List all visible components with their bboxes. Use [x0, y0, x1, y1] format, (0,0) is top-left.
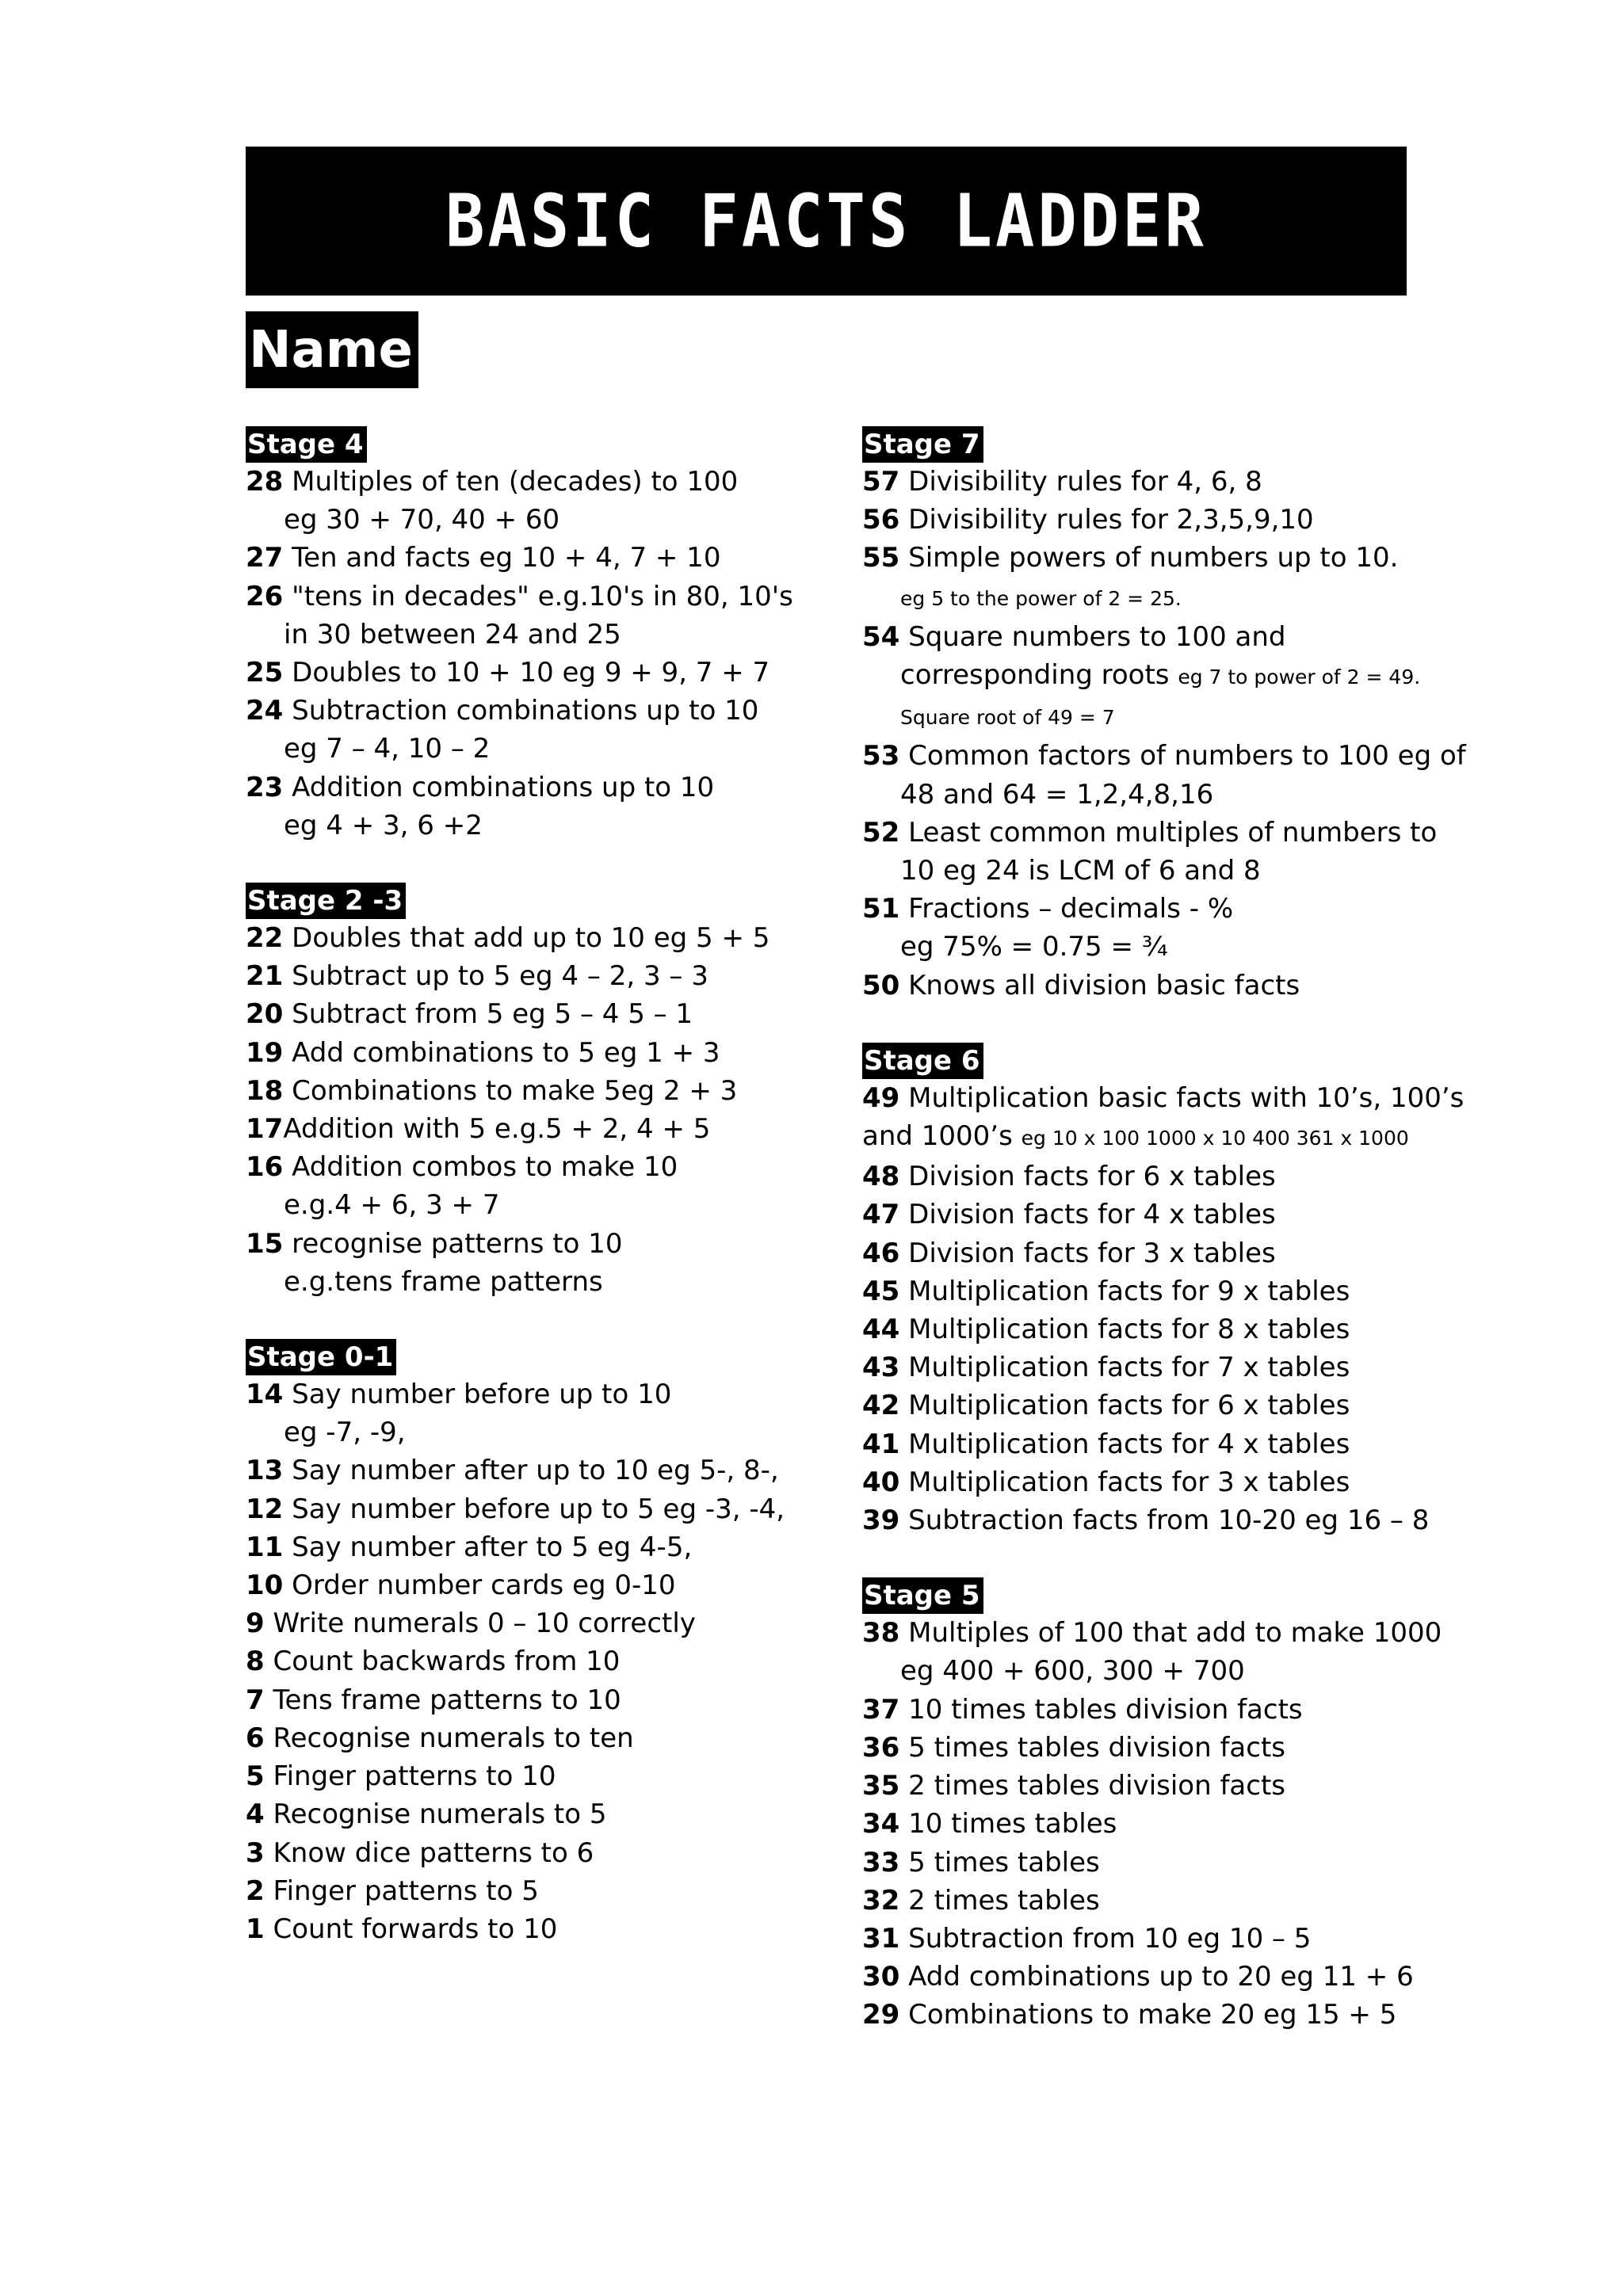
- skill-text: Multiples of ten (decades) to 100: [283, 466, 739, 498]
- stage-section: [862, 426, 1466, 1005]
- skill-number: 7: [246, 1684, 265, 1716]
- skill-text: Know dice patterns to 6: [264, 1836, 594, 1869]
- skill-item: [246, 1795, 840, 1833]
- skill-text: Multiples of 100 that add to make 1000: [899, 1617, 1442, 1650]
- skill-text: Common factors of numbers to 100 eg of: [899, 740, 1466, 772]
- skill-number: 27: [246, 542, 284, 574]
- skill-text: Ten and facts eg 10 + 4, 7 + 10: [283, 542, 721, 574]
- skill-item: [862, 1767, 1449, 1805]
- skill-number: 22: [246, 922, 284, 955]
- skill-item: [862, 1425, 1449, 1463]
- skill-item: [246, 1604, 840, 1642]
- skill-text: Subtract from 5 eg 5 – 4 5 – 1: [283, 998, 693, 1031]
- name-label: Name: [246, 311, 418, 388]
- skill-number: 41: [862, 1428, 900, 1460]
- skill-item: [246, 1186, 840, 1224]
- skill-number: 40: [862, 1466, 900, 1498]
- skill-item: [862, 1958, 1449, 1996]
- skill-number: 51: [862, 893, 900, 925]
- skill-item: [246, 1910, 840, 1948]
- skill-text: 10 times tables: [899, 1808, 1117, 1840]
- stage-section: [246, 883, 840, 1301]
- skill-text: Knows all division basic facts: [899, 969, 1300, 1001]
- skill-item: [862, 737, 1466, 775]
- skill-text: Count backwards from 10: [264, 1646, 621, 1678]
- skill-number: 55: [862, 542, 900, 574]
- skill-item: [246, 616, 840, 654]
- skill-number: 15: [246, 1227, 284, 1260]
- skill-item: [862, 967, 1449, 1005]
- skill-item: [862, 1614, 1449, 1652]
- skill-number: 42: [862, 1390, 900, 1422]
- skill-number: 2: [246, 1875, 265, 1907]
- skill-text: Say number before up to 5 eg -3, -4,: [283, 1493, 785, 1525]
- skill-number: 46: [862, 1237, 900, 1269]
- skill-text: Say number before up to 10: [283, 1379, 672, 1411]
- skill-item: [862, 1196, 1449, 1234]
- skill-example: Square root of 49 = 7: [900, 706, 1115, 730]
- page-title: BASIC FACTS LADDER: [445, 178, 1207, 264]
- skill-number: 3: [246, 1836, 265, 1869]
- skill-number: 39: [862, 1505, 900, 1537]
- skill-item: [246, 654, 840, 692]
- skill-number: 20: [246, 998, 284, 1031]
- skill-item: [246, 1375, 840, 1413]
- skill-item: [862, 1117, 1449, 1158]
- skill-item: [862, 1652, 1449, 1690]
- skill-item: [246, 1072, 840, 1110]
- skill-number: 57: [862, 466, 900, 498]
- skill-number: 56: [862, 504, 900, 536]
- skill-number: 38: [862, 1617, 900, 1650]
- skill-text: Multiplication facts for 7 x tables: [899, 1352, 1350, 1384]
- skill-item: [246, 1834, 840, 1872]
- skill-number: 8: [246, 1646, 265, 1678]
- skill-item: [862, 618, 1449, 656]
- skill-text: Fractions – decimals - %: [899, 893, 1234, 925]
- skill-text: Recognise numerals to ten: [264, 1722, 634, 1754]
- skill-item: [862, 501, 1449, 539]
- skill-text: Division facts for 3 x tables: [899, 1237, 1276, 1269]
- skill-item: [246, 807, 840, 845]
- skill-number: 17: [246, 1113, 284, 1146]
- skill-text: Addition combos to make 10: [283, 1151, 678, 1184]
- skill-text: Finger patterns to 5: [264, 1875, 539, 1907]
- skill-item: [862, 814, 1449, 852]
- skill-text: in 30 between 24 and 25: [284, 618, 621, 650]
- stage-section: [862, 1577, 1449, 2034]
- skill-text: recognise patterns to 10: [283, 1227, 623, 1260]
- skill-item: [862, 1234, 1449, 1272]
- right-column: [862, 426, 1466, 2073]
- skill-item: [246, 1681, 840, 1719]
- skill-text: eg -7, -9,: [284, 1417, 406, 1449]
- skill-item: [246, 1110, 840, 1148]
- skill-text: Tens frame patterns to 10: [264, 1684, 621, 1716]
- skill-item: [246, 1757, 840, 1795]
- skill-text: Add combinations to 5 eg 1 + 3: [283, 1036, 720, 1069]
- skill-item: [246, 769, 840, 807]
- skill-example: eg 5 to the power of 2 = 25.: [900, 586, 1182, 610]
- skill-example: eg 10 x 100 1000 x 10 400 361 x 1000: [1021, 1127, 1409, 1150]
- skill-text: eg 75% = 0.75 = ¾: [900, 931, 1168, 963]
- skill-text: Doubles that add up to 10 eg 5 + 5: [283, 922, 770, 955]
- skill-item: [862, 1463, 1449, 1501]
- skill-item: [862, 1729, 1449, 1767]
- stage-section: [862, 1043, 1465, 1539]
- skill-text: Multiplication facts for 6 x tables: [899, 1390, 1350, 1422]
- skill-item: [862, 696, 1449, 737]
- stage-header: Stage 6: [862, 1043, 983, 1079]
- skill-text: eg 7 – 4, 10 – 2: [284, 733, 491, 765]
- skill-number: 47: [862, 1199, 900, 1231]
- skill-text: eg 4 + 3, 6 +2: [284, 809, 483, 841]
- skill-item: [862, 578, 1449, 618]
- skill-item: [862, 656, 1449, 696]
- skill-example: eg 7 to power of 2 = 49.: [1178, 666, 1421, 689]
- skill-number: 52: [862, 816, 900, 849]
- skill-item: [862, 852, 1449, 890]
- skill-item: [246, 730, 840, 768]
- skill-item: [246, 995, 840, 1033]
- skill-number: 49: [862, 1081, 900, 1114]
- stage-section: [246, 426, 840, 845]
- skill-number: 30: [862, 1961, 900, 1993]
- skill-number: 48: [862, 1161, 900, 1193]
- skill-text: Recognise numerals to 5: [264, 1798, 607, 1831]
- skill-item: [246, 919, 840, 957]
- skill-text: Addition combinations up to 10: [283, 771, 715, 803]
- skill-text: Multiplication facts for 9 x tables: [899, 1275, 1350, 1307]
- skill-number: 36: [862, 1731, 900, 1764]
- skill-text: 2 times tables: [899, 1884, 1100, 1917]
- skill-item: [246, 1451, 840, 1489]
- skill-item: [246, 1642, 840, 1680]
- skill-number: 50: [862, 969, 900, 1001]
- skill-item: [246, 1148, 840, 1186]
- skill-number: 25: [246, 657, 284, 689]
- skill-number: 31: [862, 1922, 900, 1955]
- skill-item: [246, 1872, 840, 1910]
- skill-item: [246, 1225, 840, 1263]
- skill-number: 34: [862, 1808, 900, 1840]
- skill-text: Division facts for 4 x tables: [899, 1199, 1276, 1231]
- skill-text: eg 400 + 600, 300 + 700: [900, 1655, 1245, 1688]
- skill-item: [246, 578, 840, 616]
- skill-text: Divisibility rules for 2,3,5,9,10: [899, 504, 1314, 536]
- skill-item: [246, 957, 840, 995]
- skill-item: [862, 463, 1449, 501]
- skill-number: 54: [862, 620, 900, 653]
- skill-number: 24: [246, 695, 284, 727]
- skill-text: Multiplication facts for 3 x tables: [899, 1466, 1350, 1498]
- skill-text: Least common multiples of numbers to: [899, 816, 1438, 849]
- skill-item: [862, 1691, 1449, 1729]
- skill-text: Finger patterns to 10: [264, 1760, 556, 1793]
- skill-text: e.g.tens frame patterns: [284, 1265, 603, 1298]
- skill-item: [862, 1079, 1465, 1117]
- stage-section: [246, 1339, 840, 1948]
- skill-number: 19: [246, 1036, 284, 1069]
- skill-text: Say number after to 5 eg 4-5,: [283, 1531, 693, 1563]
- skill-item: [862, 1920, 1449, 1958]
- skill-text: 5 times tables: [899, 1846, 1100, 1878]
- skill-item: [862, 890, 1449, 928]
- skill-text: and 1000’s: [862, 1120, 1022, 1153]
- skill-number: 14: [246, 1379, 284, 1411]
- skill-number: 18: [246, 1074, 284, 1107]
- skill-item: [246, 1719, 840, 1757]
- skill-number: 28: [246, 466, 284, 498]
- skill-text: Square numbers to 100 and: [899, 620, 1286, 653]
- skill-text: Division facts for 6 x tables: [899, 1161, 1276, 1193]
- skill-text: corresponding roots: [900, 659, 1178, 692]
- left-column: [246, 426, 840, 1986]
- skill-number: 16: [246, 1151, 284, 1184]
- skill-item: [246, 692, 840, 730]
- skill-text: 48 and 64 = 1,2,4,8,16: [900, 778, 1214, 810]
- skill-item: [862, 1996, 1449, 2034]
- skill-item: [862, 1844, 1449, 1882]
- skill-number: 44: [862, 1314, 900, 1346]
- skill-item: [246, 539, 840, 577]
- skill-text: Divisibility rules for 4, 6, 8: [899, 466, 1262, 498]
- skill-text: eg 30 + 70, 40 + 60: [284, 504, 560, 536]
- skill-number: 43: [862, 1352, 900, 1384]
- skill-text: Multiplication facts for 8 x tables: [899, 1314, 1350, 1346]
- skill-item: [862, 1501, 1449, 1539]
- stage-header: Stage 2 -3: [246, 883, 406, 919]
- stage-header: Stage 7: [862, 426, 983, 463]
- skill-text: 10 times tables division facts: [899, 1693, 1303, 1726]
- skill-item: [862, 1348, 1449, 1386]
- skill-text: Addition with 5 e.g.5 + 2, 4 + 5: [283, 1113, 711, 1146]
- skill-item: [862, 1310, 1449, 1348]
- skill-text: "tens in decades" e.g.10's in 80, 10's: [283, 580, 793, 612]
- skill-text: Say number after up to 10 eg 5-, 8-,: [283, 1455, 779, 1487]
- skill-item: [246, 501, 840, 539]
- stage-header: Stage 5: [862, 1577, 983, 1614]
- skill-item: [246, 1490, 840, 1528]
- skill-number: 33: [862, 1846, 900, 1878]
- skill-text: Subtract up to 5 eg 4 – 2, 3 – 3: [283, 960, 708, 993]
- skill-number: 37: [862, 1693, 900, 1726]
- skill-number: 45: [862, 1275, 900, 1307]
- stage-header: Stage 0-1: [246, 1339, 396, 1375]
- skill-text: Count forwards to 10: [264, 1913, 558, 1945]
- skill-item: [862, 1158, 1449, 1196]
- skill-number: 4: [246, 1798, 265, 1831]
- skill-text: Subtraction from 10 eg 10 – 5: [899, 1922, 1312, 1955]
- skill-text: Doubles to 10 + 10 eg 9 + 9, 7 + 7: [283, 657, 770, 689]
- skill-text: Write numerals 0 – 10 correctly: [264, 1608, 696, 1640]
- skill-number: 26: [246, 580, 284, 612]
- stage-header: Stage 4: [246, 426, 367, 463]
- skill-number: 6: [246, 1722, 265, 1754]
- skill-item: [862, 1272, 1449, 1310]
- skill-text: Add combinations up to 20 eg 11 + 6: [899, 1961, 1414, 1993]
- skill-number: 21: [246, 960, 284, 993]
- skill-item: [862, 928, 1449, 966]
- title-banner: [246, 147, 1407, 296]
- skill-number: 23: [246, 771, 284, 803]
- skill-item: [246, 1034, 840, 1072]
- skill-item: [246, 1413, 840, 1451]
- skill-text: Multiplication basic facts with 10’s, 100’s: [899, 1081, 1465, 1114]
- skill-text: Combinations to make 5eg 2 + 3: [283, 1074, 738, 1107]
- skill-text: Subtraction facts from 10-20 eg 16 – 8: [899, 1505, 1430, 1537]
- skill-text: Simple powers of numbers up to 10.: [899, 542, 1399, 574]
- skill-item: [246, 1263, 840, 1301]
- skill-text: 2 times tables division facts: [899, 1770, 1286, 1802]
- skill-text: 5 times tables division facts: [899, 1731, 1286, 1764]
- skill-item: [246, 463, 840, 501]
- skill-item: [862, 1805, 1449, 1843]
- skill-number: 13: [246, 1455, 284, 1487]
- skill-item: [862, 1882, 1449, 1920]
- skill-item: [246, 1528, 840, 1566]
- skill-item: [862, 776, 1449, 814]
- skill-item: [862, 539, 1449, 577]
- skill-number: 9: [246, 1608, 265, 1640]
- skill-text: e.g.4 + 6, 3 + 7: [284, 1189, 500, 1222]
- skill-item: [862, 1386, 1449, 1425]
- skill-text: Combinations to make 20 eg 15 + 5: [899, 1999, 1397, 2031]
- skill-number: 29: [862, 1999, 900, 2031]
- skill-number: 35: [862, 1770, 900, 1802]
- skill-text: Multiplication facts for 4 x tables: [899, 1428, 1350, 1460]
- skill-number: 32: [862, 1884, 900, 1917]
- skill-number: 12: [246, 1493, 284, 1525]
- skill-number: 1: [246, 1913, 265, 1945]
- skill-number: 10: [246, 1569, 284, 1602]
- skill-item: [246, 1566, 840, 1604]
- skill-number: 53: [862, 740, 900, 772]
- skill-text: Subtraction combinations up to 10: [283, 695, 759, 727]
- skill-text: Order number cards eg 0-10: [283, 1569, 676, 1602]
- skill-number: 11: [246, 1531, 284, 1563]
- skill-number: 5: [246, 1760, 265, 1793]
- skill-text: 10 eg 24 is LCM of 6 and 8: [900, 855, 1261, 887]
